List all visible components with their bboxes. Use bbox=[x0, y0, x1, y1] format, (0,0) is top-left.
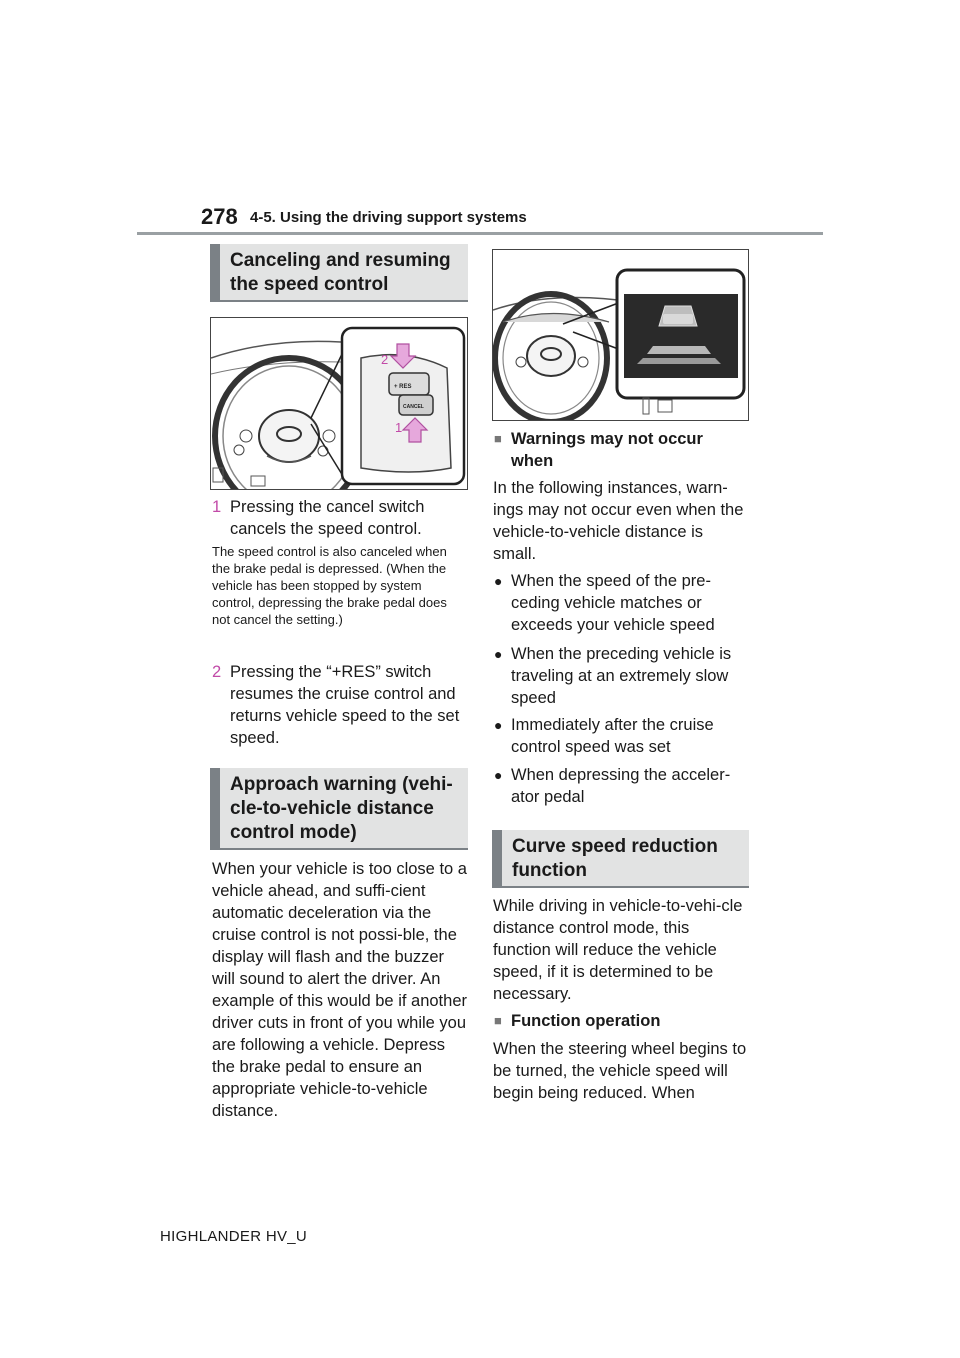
bullet-dot-icon: ● bbox=[494, 717, 503, 733]
page-number: 278 bbox=[201, 204, 238, 229]
warnings-intro: In the following instances, warn-ings may not occur even when the vehicle-to-vehicle distance is small. bbox=[493, 479, 744, 563]
heading-text: Approach warning (vehi-cle-to-vehicle distance control mode) bbox=[230, 774, 453, 843]
footer-model: HIGHLANDER HV_U bbox=[160, 1228, 308, 1245]
heading-text: Canceling and resuming the speed control bbox=[230, 250, 451, 295]
step-text: Pressing the cancel switch cancels the speed control. bbox=[230, 498, 425, 538]
res-label: + RES bbox=[394, 384, 412, 390]
heading-curve-speed bbox=[492, 830, 749, 888]
bullet-item bbox=[494, 570, 748, 636]
step-number: 1 bbox=[212, 498, 222, 516]
curve-speed-paragraph: While driving in vehicle-to-vehi-cle distance control mode, this function will reduce the vehicle speed, if it is determined to be necessary. bbox=[493, 897, 743, 1003]
steering-wheel-illustration bbox=[211, 318, 467, 489]
step-number: 2 bbox=[212, 663, 222, 681]
bullet-text: When the preceding vehicle is traveling at an extremely slow speed bbox=[511, 645, 732, 707]
bullet-item bbox=[494, 714, 748, 758]
bullet-item bbox=[494, 764, 748, 808]
callout-2: 2 bbox=[381, 352, 389, 367]
square-bullet-icon: ■ bbox=[494, 431, 502, 446]
figure-approach-display bbox=[492, 249, 749, 421]
approach-warning-paragraph: When your vehicle is too close to a vehicle ahead, and suffi-cient automatic deceleration via the cruise control is not possi-ble, the display will flash and the buzzer will sound to alert the driver. An example of this would be if another driver cuts in front of you while you are following a vehicle. Depress the brake pedal to ensure an appropriate vehicle-to-vehicle distance. bbox=[212, 860, 467, 1120]
note-text: The speed control is also canceled when the brake pedal is depressed. (When the vehicle has been stopped by system control, depressing the brake pedal does not cancel the setting.) bbox=[212, 544, 447, 627]
heading-canceling-resuming bbox=[210, 244, 468, 302]
callout-1: 1 bbox=[395, 420, 403, 435]
display-illustration bbox=[493, 250, 748, 420]
bullet-text: When the speed of the pre-ceding vehicle matches or exceeds your vehicle speed bbox=[511, 572, 715, 634]
subheading-text: Function operation bbox=[511, 1012, 661, 1030]
square-bullet-icon: ■ bbox=[494, 1013, 502, 1028]
figure-steering-switch bbox=[210, 317, 468, 490]
bullet-dot-icon: ● bbox=[494, 646, 503, 662]
function-operation-paragraph: When the steering wheel begins to be turned, the vehicle speed will begin being reduced. When bbox=[493, 1040, 747, 1102]
bullet-dot-icon: ● bbox=[494, 767, 503, 783]
bullet-text: Immediately after the cruise control speed was set bbox=[511, 716, 714, 756]
bullet-text: When depressing the acceler-ator pedal bbox=[511, 766, 731, 806]
subheading-warnings bbox=[494, 428, 748, 472]
step-2 bbox=[212, 661, 468, 749]
step-1 bbox=[212, 496, 468, 540]
section-title: 4-5. Using the driving support systems bbox=[250, 209, 527, 226]
cancel-label: CANCEL bbox=[403, 404, 424, 410]
heading-text: Curve speed reduction function bbox=[512, 836, 718, 881]
header-rule bbox=[137, 232, 823, 235]
subheading-function-operation bbox=[494, 1010, 748, 1032]
heading-approach-warning bbox=[210, 768, 468, 850]
step-text: Pressing the “+RES” switch resumes the cruise control and returns vehicle speed to the set speed. bbox=[230, 663, 460, 747]
bullet-item bbox=[494, 643, 748, 709]
bullet-dot-icon: ● bbox=[494, 573, 503, 589]
subheading-text: Warnings may not occur when bbox=[511, 430, 703, 470]
